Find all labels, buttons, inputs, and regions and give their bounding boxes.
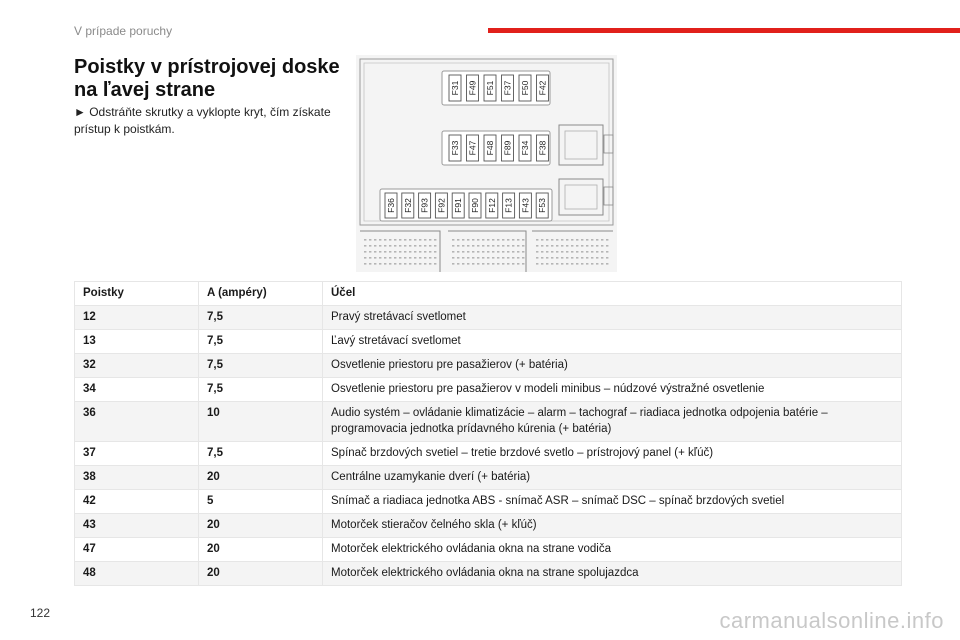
fuse-number-cell: 12 xyxy=(75,306,199,330)
fuse-label: F32 xyxy=(402,198,413,213)
table-row xyxy=(75,514,902,538)
fuse-number-cell: 47 xyxy=(75,538,199,562)
fuse-label: F49 xyxy=(467,80,478,96)
purpose-cell: Motorček elektrického ovládania okna na strane vodiča xyxy=(323,538,902,562)
purpose-cell: Osvetlenie priestoru pre pasažierov (+ batéria) xyxy=(323,354,902,378)
purpose-cell: Snímač a riadiaca jednotka ABS - snímač ASR – snímač DSC – spínač brzdových svetiel xyxy=(323,490,902,514)
amperes-cell: 7,5 xyxy=(199,354,323,378)
table-row xyxy=(75,306,902,330)
fuse-number-cell: 37 xyxy=(75,442,199,466)
fuse-label: F37 xyxy=(502,80,513,96)
fuse-label: F92 xyxy=(436,198,447,213)
fuse-number-cell: 42 xyxy=(75,490,199,514)
fuse-label: F42 xyxy=(537,80,548,96)
fuse-label: F47 xyxy=(467,140,478,156)
fuse-label: F33 xyxy=(450,140,460,156)
fuse-table xyxy=(74,281,902,586)
purpose-cell: Osvetlenie priestoru pre pasažierov v modeli minibus – núdzové výstražné osvetlenie xyxy=(323,378,902,402)
purpose-cell: Centrálne uzamykanie dverí (+ batéria) xyxy=(323,466,902,490)
fuse-label: F43 xyxy=(520,198,531,213)
table-header-row xyxy=(75,282,902,306)
fuse-number-cell: 36 xyxy=(75,402,199,442)
purpose-cell: Audio systém – ovládanie klimatizácie – alarm – tachograf – riadiaca jednotka odpojenia batérie – programovacia jednotka prídavného kúrenia (+ batéria) xyxy=(323,402,902,442)
fuse-label: F51 xyxy=(485,80,495,96)
fuse-label: F89 xyxy=(502,140,513,156)
table-row xyxy=(75,562,902,586)
amperes-cell: 20 xyxy=(199,514,323,538)
purpose-cell: Motorček elektrického ovládania okna na strane spolujazdca xyxy=(323,562,902,586)
fuse-number-cell: 38 xyxy=(75,466,199,490)
fuse-number-cell: 34 xyxy=(75,378,199,402)
table-row xyxy=(75,378,902,402)
accent-bar xyxy=(488,28,960,33)
column-header-fuse: Poistky xyxy=(75,282,199,306)
fuse-label: F50 xyxy=(520,80,530,96)
fuse-label: F12 xyxy=(486,198,497,213)
purpose-cell: Spínač brzdových svetiel – tretie brzdové svetlo – prístrojový panel (+ kľúč) xyxy=(323,442,902,466)
amperes-cell: 7,5 xyxy=(199,330,323,354)
amperes-cell: 20 xyxy=(199,466,323,490)
fuse-label: F36 xyxy=(386,198,396,213)
fuse-label: F90 xyxy=(470,198,480,213)
table-row xyxy=(75,402,902,442)
amperes-cell: 7,5 xyxy=(199,378,323,402)
table-row xyxy=(75,330,902,354)
section-header: V prípade poruchy xyxy=(74,24,173,38)
fuse-label: F38 xyxy=(537,140,548,156)
fuse-number-cell: 43 xyxy=(75,514,199,538)
fuse-label: F31 xyxy=(450,80,460,96)
fuse-label: F48 xyxy=(485,140,495,156)
fuse-label: F53 xyxy=(537,198,548,213)
table-row xyxy=(75,538,902,562)
amperes-cell: 5 xyxy=(199,490,323,514)
purpose-cell: Pravý stretávací svetlomet xyxy=(323,306,902,330)
page-title: Poistky v prístrojovej doske na ľavej strane xyxy=(74,56,340,101)
purpose-cell: Motorček stieračov čelného skla (+ kľúč) xyxy=(323,514,902,538)
purpose-cell: Ľavý stretávací svetlomet xyxy=(323,330,902,354)
fuse-number-cell: 13 xyxy=(75,330,199,354)
amperes-cell: 7,5 xyxy=(199,306,323,330)
amperes-cell: 20 xyxy=(199,562,323,586)
instruction-text: ► Odstráňte skrutky a vyklopte kryt, čím získate prístup k poistkám. xyxy=(74,105,331,136)
table-row xyxy=(75,466,902,490)
fuse-number-cell: 32 xyxy=(75,354,199,378)
fuse-label: F93 xyxy=(419,198,430,213)
fuse-label: F91 xyxy=(453,198,464,213)
amperes-cell: 7,5 xyxy=(199,442,323,466)
fuse-label: F34 xyxy=(520,140,530,156)
column-header-amperes: A (ampéry) xyxy=(199,282,323,306)
fuse-box-diagram xyxy=(356,55,617,272)
table-row xyxy=(75,490,902,514)
page-number: 122 xyxy=(30,606,51,620)
fuse-box-drawing xyxy=(356,55,617,272)
column-header-purpose: Účel xyxy=(323,282,902,306)
amperes-cell: 10 xyxy=(199,402,323,442)
fuse-label: F13 xyxy=(503,198,514,213)
table-row xyxy=(75,354,902,378)
watermark: carmanualsonline.info xyxy=(719,608,944,633)
amperes-cell: 20 xyxy=(199,538,323,562)
table-row xyxy=(75,442,902,466)
fuse-number-cell: 48 xyxy=(75,562,199,586)
